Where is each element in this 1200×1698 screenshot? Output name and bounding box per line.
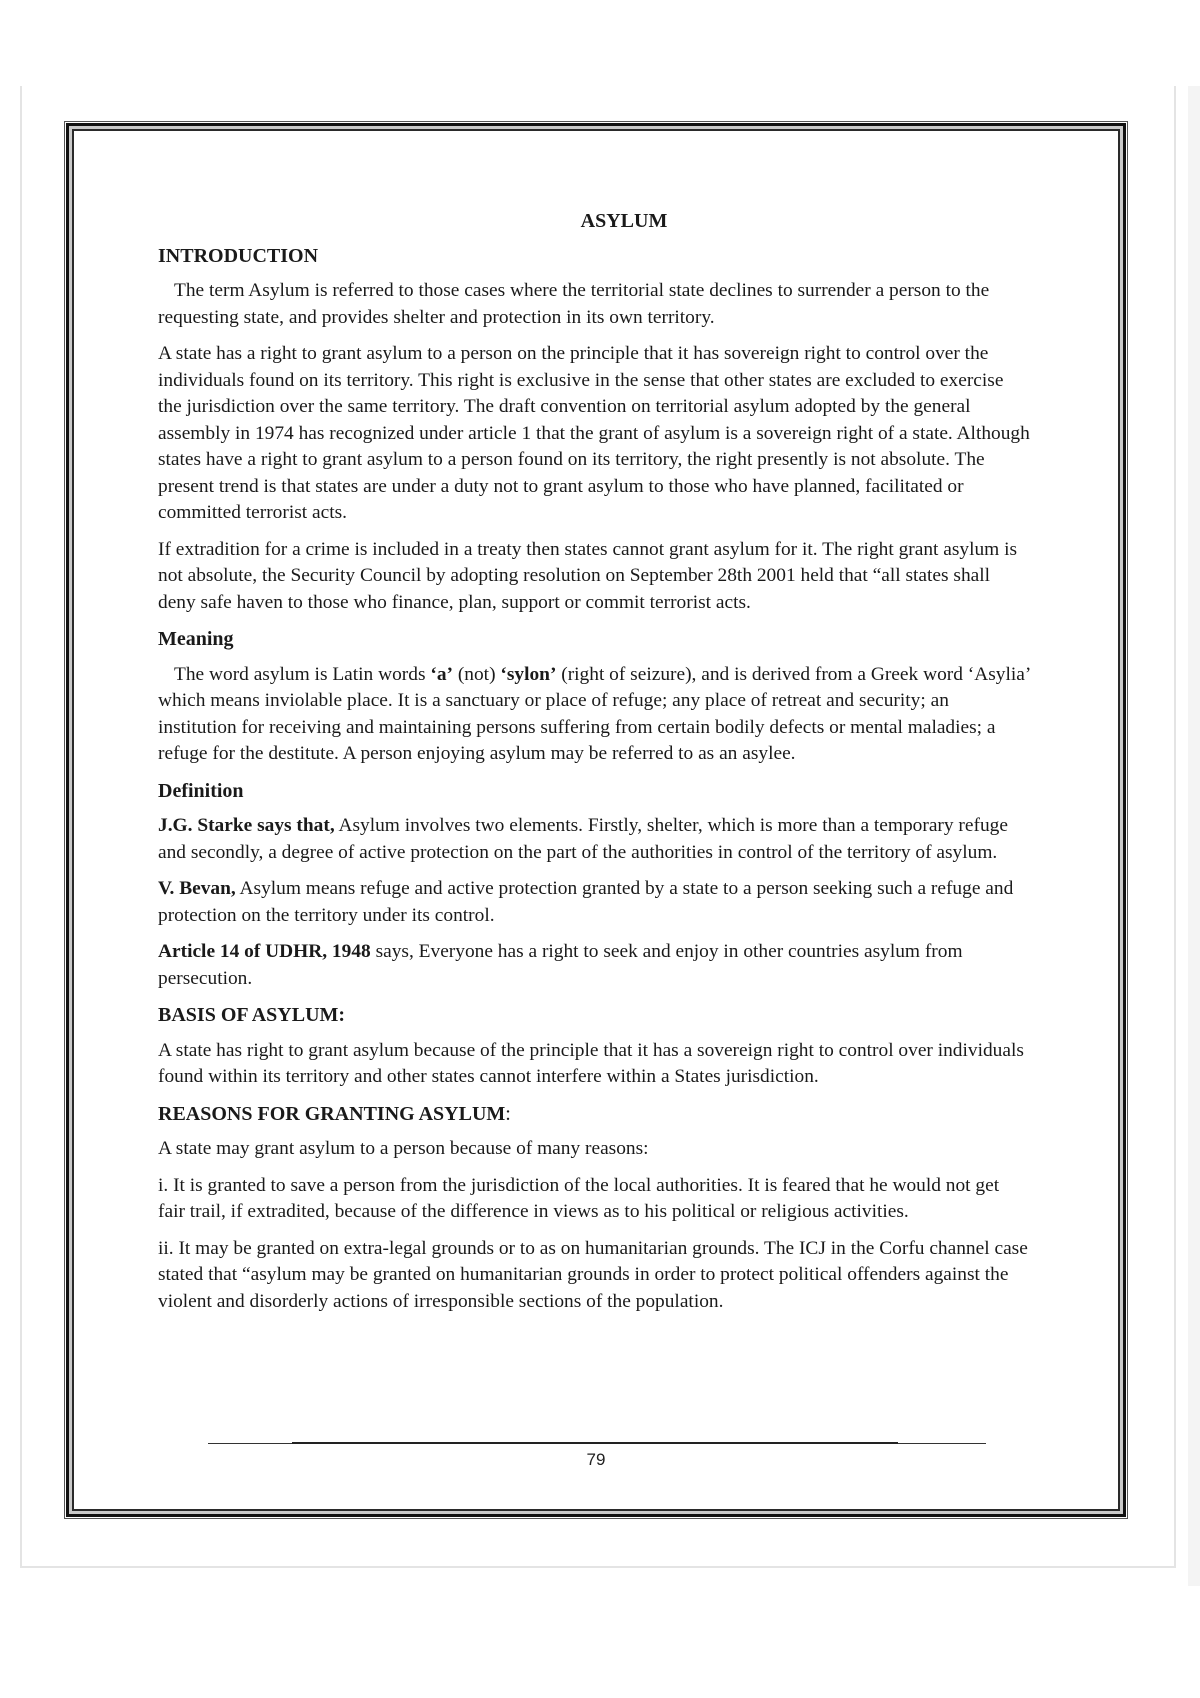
heading-reasons-text: REASONS FOR GRANTING ASYLUM — [158, 1102, 506, 1125]
paragraph-intro-1: The term Asylum is referred to those cases where the territorial state declines to surrender a person to the requesting state, and provides shelter and protection in its own territory. — [158, 280, 990, 328]
udhr-lead: Article 14 of UDHR, 1948 — [158, 941, 371, 962]
heading-meaning: Meaning — [158, 628, 234, 650]
heading-introduction: INTRODUCTION — [158, 244, 319, 267]
starke-text: Asylum involves two elements. Firstly, shelter, which is more than a temporary refuge and secondly, a degree of active protection on the part of the authorities in control of the territory of asylum. — [158, 815, 1008, 863]
heading-definition: Definition — [158, 779, 244, 802]
heading-reasons-colon: : — [505, 1102, 511, 1125]
paragraph-meaning — [158, 662, 1030, 768]
bevan-text: Asylum means refuge and active protection granted by a state to a person seeking such a refuge and protection on the territory under its control. — [158, 878, 1014, 926]
paragraph-definition-udhr — [158, 939, 1030, 992]
list-item-reason-1: i. It is granted to save a person from the jurisdiction of the local authorities. It is feared that he would not get fair trail, if extradited, because of the difference in views as to his political or religious activities. — [158, 1174, 1000, 1222]
page-title: ASYLUM — [580, 210, 668, 232]
bevan-lead: V. Bevan, — [158, 878, 236, 899]
list-item-reason-2: ii. It may be granted on extra-legal grounds or to as on humanitarian grounds. The ICJ in the Corfu channel case stated that “asylum may be granted on humanitarian grounds in order to protect political offenders against the violent and disorderly actions of irresponsible sections of the population. — [158, 1237, 1028, 1312]
page-number: 79 — [586, 1450, 606, 1469]
paragraph-intro-2: A state has a right to grant asylum to a person on the principle that it has sovereign right to control over the individuals found on its territory. This right is exclusive in the sense that other states are excluded to exercise the jurisdiction over the same territory. The draft convention on territorial asylum adopted by the general assembly in 1974 has recognized under article 1 that the grant of asylum is a sovereign right of a state. Although states have a right to grant asylum to a person found on its territory, the right presently is not absolute. The present trend is that states are under a duty not to grant asylum to those who have planned, facilitated or committed terrorist acts. — [158, 343, 1030, 523]
meaning-term-sylon: ‘sylon’ — [500, 663, 557, 685]
meaning-text-c: (right of seizure), and is derived from a Greek word ‘Asylia’ which means inviolable place. It is a sanctuary or place of refuge; any place of retreat and security; an institution for receiving and maintaining persons suffering from certain bodily defects or mental maladies; a refuge for the destitute. A person enjoying asylum may be referred to as an asylee. — [158, 663, 1030, 764]
heading-basis: BASIS OF ASYLUM: — [158, 1004, 346, 1026]
footer-rule-thick — [292, 1442, 898, 1444]
paragraph-definition-starke — [158, 813, 1030, 866]
paragraph-definition-bevan — [158, 876, 1030, 929]
document-body — [158, 208, 1030, 1325]
udhr-text: says, Everyone has a right to seek and enjoy in other countries asylum from persecution. — [158, 941, 963, 989]
paragraph-reasons-intro: A state may grant asylum to a person because of many reasons: — [158, 1138, 649, 1159]
page-edge-shadow — [1188, 86, 1200, 1586]
paragraph-basis: A state has right to grant asylum because of the principle that it has a sovereign right to control over individuals found within its territory and other states cannot interfere within a States jurisdiction. — [158, 1039, 1024, 1087]
meaning-term-a: ‘a’ — [430, 663, 453, 685]
starke-lead: J.G. Starke says that, — [158, 815, 335, 836]
heading-reasons — [158, 1101, 1030, 1128]
meaning-text-b: (not) — [452, 663, 501, 685]
paragraph-intro-3: If extradition for a crime is included in a treaty then states cannot grant asylum for it. The right grant asylum is not absolute, the Security Council by adopting resolution on September 28th 2001 held that “all states shall deny safe haven to those who finance, plan, support or commit terrorist acts. — [158, 538, 1018, 613]
meaning-text-a: The word asylum is Latin words — [174, 663, 431, 685]
